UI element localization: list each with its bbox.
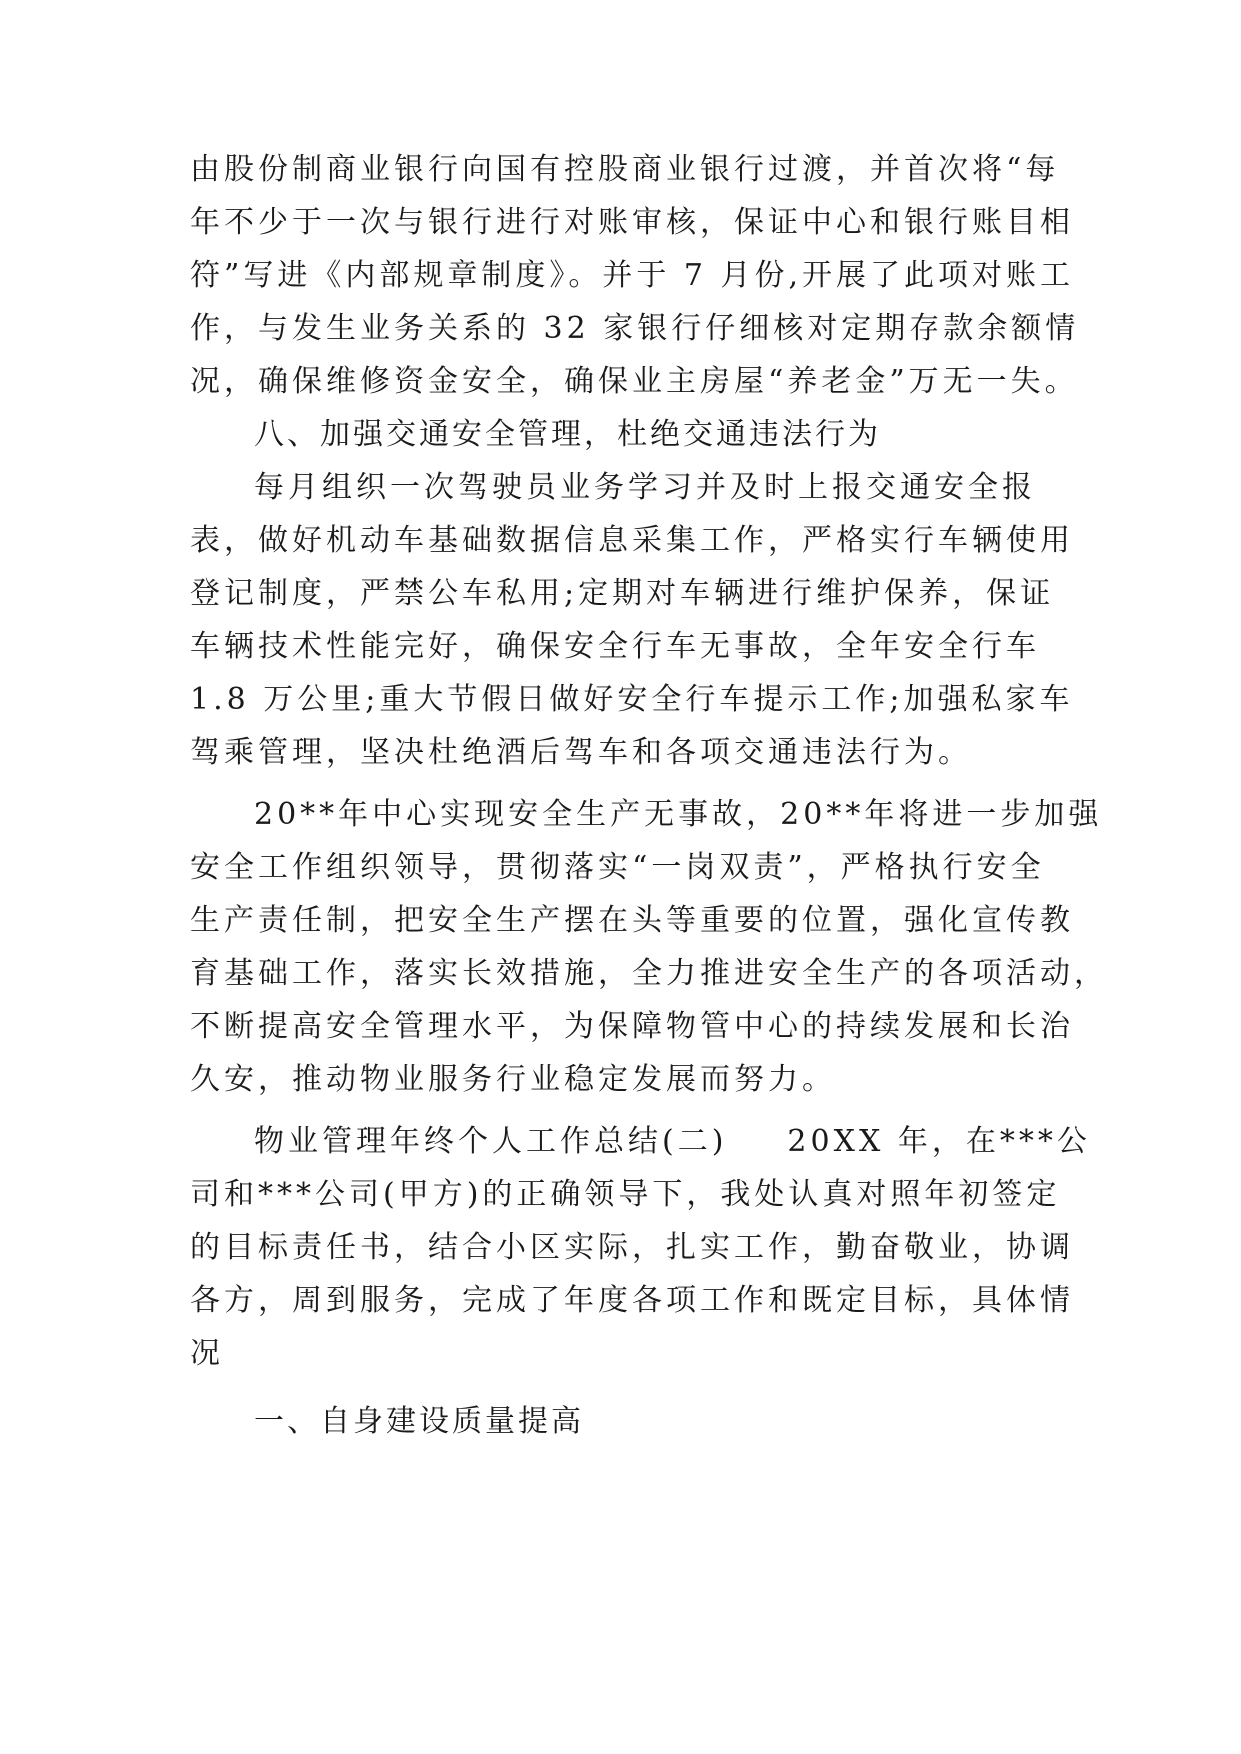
paragraph-line: 车辆技术性能完好，确保安全行车无事故，全年安全行车 [190, 629, 1040, 664]
paragraph-line: 司和***公司(甲方)的正确领导下，我处认真对照年初签定 [190, 1177, 1061, 1212]
paragraph-line: 况 [190, 1336, 224, 1371]
paragraph-line: 符”写进《内部规章制度》。并于 7 月份,开展了此项对账工 [190, 258, 1075, 293]
article-title [254, 1122, 1091, 1162]
paragraph-line: 1.8 万公里;重大节假日做好安全行车提示工作;加强私家车 [190, 682, 1074, 717]
paragraph-line: 每月组织一次驾驶员业务学习并及时上报交通安全报 [254, 470, 1036, 505]
paragraph-line: 各方，周到服务，完成了年度各项工作和既定目标，具体情 [190, 1283, 1074, 1318]
paragraph-start-text: 20XX 年，在***公 [787, 1124, 1091, 1159]
paragraph-line: 生产责任制，把安全生产摆在头等重要的位置，强化宣传教 [190, 903, 1074, 938]
section-heading: 八、加强交通安全管理，杜绝交通违法行为 [254, 417, 881, 452]
paragraph-line: 况，确保维修资金安全，确保业主房屋“养老金”万无一失。 [190, 364, 1079, 399]
paragraph-line: 20**年中心实现安全生产无事故，20**年将进一步加强 [254, 797, 1103, 832]
paragraph-line: 不断提高安全管理水平，为保障物管中心的持续发展和长治 [190, 1009, 1074, 1044]
paragraph-line: 由股份制商业银行向国有控股商业银行过渡，并首次将“每 [190, 152, 1060, 187]
paragraph-line: 登记制度，严禁公车私用;定期对车辆进行维护保养，保证 [190, 576, 1055, 611]
paragraph-line: 安全工作组织领导，贯彻落实“一岗双责”，严格执行安全 [190, 850, 1045, 885]
paragraph-line: 驾乘管理，坚决杜绝酒后驾车和各项交通违法行为。 [190, 735, 972, 770]
paragraph-line: 作，与发生业务关系的 32 家银行仔细核对定期存款余额情 [190, 311, 1080, 346]
paragraph-line: 的目标责任书，结合小区实际，扎实工作，勤奋敬业，协调 [190, 1230, 1074, 1265]
article-title-text: 物业管理年终个人工作总结(二) [254, 1124, 728, 1159]
section-heading: 一、自身建设质量提高 [254, 1404, 584, 1439]
paragraph-line: 表，做好机动车基础数据信息采集工作，严格实行车辆使用 [190, 523, 1074, 558]
paragraph-line: 久安，推动物业服务行业稳定发展而努力。 [190, 1062, 836, 1097]
paragraph-line: 年不少于一次与银行进行对账审核，保证中心和银行账目相 [190, 205, 1074, 240]
paragraph-line: 育基础工作，落实长效措施，全力推进安全生产的各项活动， [190, 956, 1108, 991]
